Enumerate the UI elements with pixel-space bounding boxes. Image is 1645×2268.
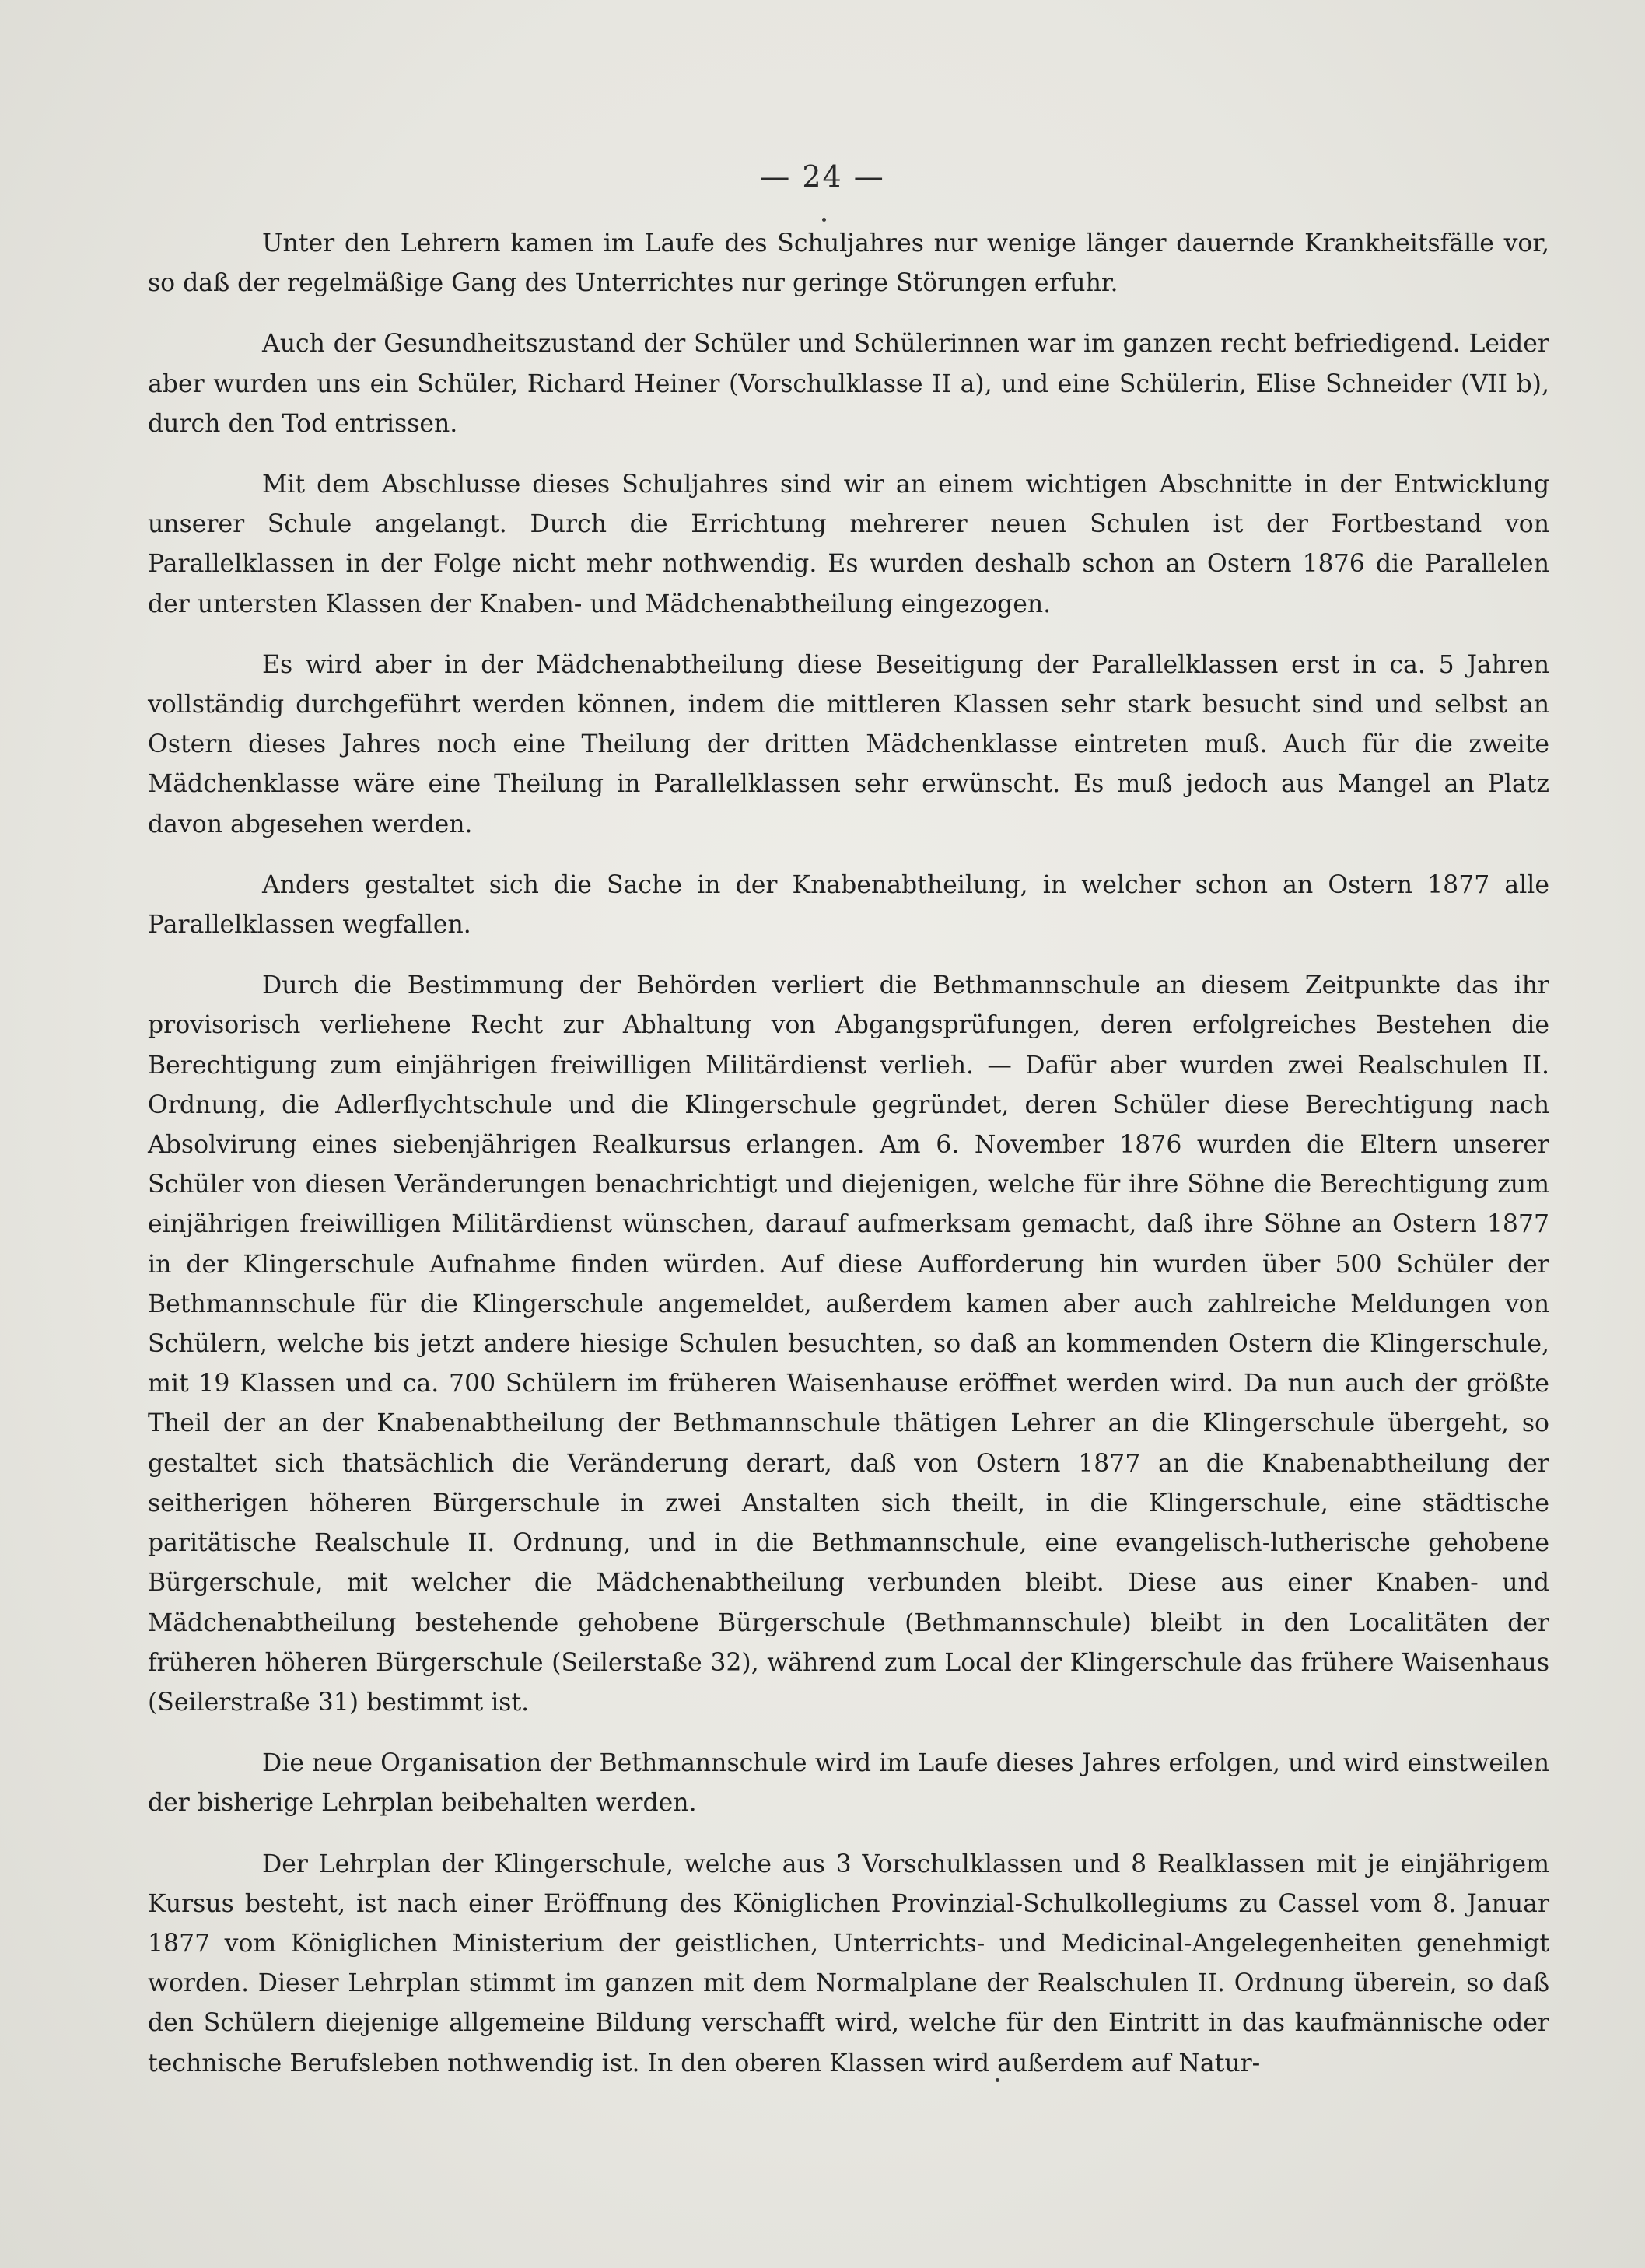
paragraph: Die neue Organisation der Bethmannschule wird im Laufe dieses Jahres erfolgen, und wird einstweilen der bisherige Lehrplan beibehalten werden. [148,1749,1549,1818]
paragraph: Mit dem Abschlusse dieses Schuljahres sind wir an einem wichtigen Abschnitte in der Entwicklung unserer Schule angelangt. Durch die Errichtung mehrerer neuen Schulen ist der Fortbestand von Parallelklassen in der Folge nicht mehr nothwendig. Es wurden deshalb schon an Ostern 1876 die Parallelen der untersten Klassen der Knaben- und Mädchenabtheilung eingezogen. [148,471,1549,618]
body-text [148,224,1549,2084]
page-number: — 24 — [760,159,885,194]
paragraph: Anders gestaltet sich die Sache in der Knabenabtheilung, in welcher schon an Ostern 1877 alle Parallelklassen wegfallen. [148,870,1549,940]
paragraph: Es wird aber in der Mädchenabtheilung diese Beseitigung der Parallelklassen erst in ca. 5 Jahren vollständig durchgeführt werden können, indem die mittleren Klassen sehr stark besucht sind und selbst an Ostern dieses Jahres noch eine Theilung der dritten Mädchenklasse eintreten muß. Auch für die zweite Mädchenklasse wäre eine Theilung in Parallelklassen sehr erwünscht. Es muß jedoch aus Mangel an Platz davon abgesehen werden. [148,650,1549,838]
paragraph: Durch die Bestimmung der Behörden verliert die Bethmannschule an diesem Zeitpunkte das ihr provisorisch verliehene Recht zur Abhaltung von Abgangsprüfungen, deren erfolgreiches Bestehen die Berechtigung zum einjährigen freiwilligen Militärdienst verlieh. — Dafür aber wurden zwei Realschulen II. Ordnung, die Adlerflychtschule und die Klingerschule gegründet, deren Schüler diese Berechtigung nach Absolvirung eines siebenjährigen Realkursus erlangen. Am 6. November 1876 wurden die Eltern unserer Schüler von diesen Veränderungen benachrichtigt und diejenigen, welche für ihre Söhne die Berechtigung zum einjährigen freiwilligen Militärdienst wünschen, darauf aufmerksam gemacht, daß ihre Söhne an Ostern 1877 in der Klingerschule Aufnahme finden würden. Auf diese Aufforderung hin wurden über 500 Schüler der Bethmannschule für die Klingerschule angemeldet, außerdem kamen aber auch zahlreiche Meldungen von Schülern, welche bis jetzt andere hiesige Schulen besuchten, so daß an kommenden Ostern die Klingerschule, mit 19 Klassen und ca. 700 Schülern im früheren Waisenhause eröffnet werden wird. Da nun auch der größte Theil der an der Knabenabtheilung der Bethmannschule thätigen Lehrer an die Klingerschule übergeht, so gestaltet sich thatsächlich die Veränderung derart, daß von Ostern 1877 an die Knabenabtheilung der seitherigen höheren Bürgerschule in zwei Anstalten sich theilt, in die Klingerschule, eine städtische paritätische Realschule II. Ordnung, und in die Bethmannschule, eine evangelisch-lutherische gehobene Bürgerschule, mit welcher die Mädchenabtheilung verbunden bleibt. Diese aus einer Knaben- und Mädchenabtheilung bestehende gehobene Bürgerschule (Bethmannschule) bleibt in den Localitäten der früheren höheren Bürgerschule (Seilerstaße 32), während zum Local der Klingerschule das frühere Waisenhaus (Seilerstraße 31) bestimmt ist. [148,971,1549,1717]
paragraph: Unter den Lehrern kamen im Laufe des Schuljahres nur wenige länger dauernde Krankheitsfälle vor, so daß der regelmäßige Gang des Unterrichtes nur geringe Störungen erfuhr. [148,229,1549,298]
paragraph: Auch der Gesundheitszustand der Schüler und Schülerinnen war im ganzen recht befriedigend. Leider aber wurden uns ein Schüler, Richard Heiner (Vorschulklasse II a), und eine Schülerin, Elise Schneider (VII b), durch den Tod entrissen. [148,330,1549,438]
ink-speck [822,218,826,222]
paragraph: Der Lehrplan der Klingerschule, welche aus 3 Vorschulklassen und 8 Realklassen mit je einjährigem Kursus besteht, ist nach einer Eröffnung des Königlichen Provinzial-Schulkollegiums zu Cassel vom 8. Januar 1877 vom Königlichen Ministerium der geistlichen, Unterrichts- und Medicinal-Angelegenheiten genehmigt worden. Dieser Lehrplan stimmt im ganzen mit dem Normalplane der Realschulen II. Ordnung überein, so daß den Schülern diejenige allgemeine Bildung verschafft wird, welche für den Eintritt in das kaufmännische oder technische Berufsleben nothwendig ist. In den oberen Klassen wird außerdem auf Natur- [148,1850,1549,2077]
